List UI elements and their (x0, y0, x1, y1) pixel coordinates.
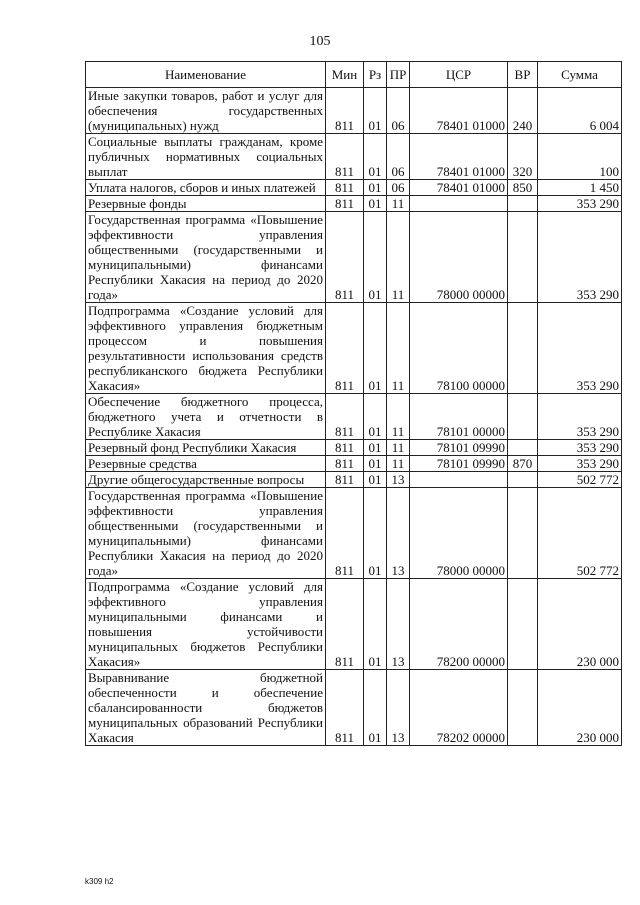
cell-rz: 01 (364, 456, 387, 472)
cell-name: Социальные выплаты гражданам, кроме публичных нормативных социальных выплат (86, 134, 326, 180)
cell-pr: 13 (387, 579, 410, 670)
cell-pr: 11 (387, 303, 410, 394)
cell-rz: 01 (364, 440, 387, 456)
cell-name: Подпрограмма «Создание условий для эффективного управления бюджетным процессом и повышения результативности использования средств республиканского бюджета Республики Хакасия» (86, 303, 326, 394)
cell-sum: 230 000 (538, 670, 622, 746)
cell-pr: 11 (387, 212, 410, 303)
cell-vr: 320 (508, 134, 538, 180)
cell-rz: 01 (364, 394, 387, 440)
cell-vr (508, 472, 538, 488)
cell-min: 811 (326, 180, 364, 196)
header-pr: ПР (387, 62, 410, 88)
cell-csr: 78401 01000 (410, 88, 508, 134)
cell-name: Резервные средства (86, 456, 326, 472)
header-sum: Сумма (538, 62, 622, 88)
cell-min: 811 (326, 488, 364, 579)
cell-min: 811 (326, 394, 364, 440)
table-row (86, 456, 622, 472)
table-row (86, 196, 622, 212)
cell-min: 811 (326, 456, 364, 472)
cell-csr: 78202 00000 (410, 670, 508, 746)
cell-pr: 11 (387, 196, 410, 212)
cell-rz: 01 (364, 180, 387, 196)
cell-csr: 78401 01000 (410, 134, 508, 180)
cell-vr: 870 (508, 456, 538, 472)
table-row (86, 670, 622, 746)
budget-table (85, 61, 622, 746)
cell-rz: 01 (364, 670, 387, 746)
cell-pr: 06 (387, 180, 410, 196)
cell-name: Уплата налогов, сборов и иных платежей (86, 180, 326, 196)
cell-min: 811 (326, 303, 364, 394)
table-row (86, 212, 622, 303)
cell-csr: 78000 00000 (410, 212, 508, 303)
cell-csr: 78101 00000 (410, 394, 508, 440)
cell-csr: 78000 00000 (410, 488, 508, 579)
cell-pr: 13 (387, 472, 410, 488)
cell-name: Иные закупки товаров, работ и услуг для обеспечения государственных (муниципальных) нужд (86, 88, 326, 134)
footer-code: k309 h2 (85, 877, 114, 886)
cell-sum: 353 290 (538, 394, 622, 440)
cell-name: Обеспечение бюджетного процесса, бюджетного учета и отчетности в Республике Хакасия (86, 394, 326, 440)
cell-vr: 240 (508, 88, 538, 134)
table-row (86, 488, 622, 579)
cell-min: 811 (326, 196, 364, 212)
table-header-row (86, 62, 622, 88)
table-body (86, 88, 622, 746)
table-row (86, 134, 622, 180)
table-row (86, 180, 622, 196)
cell-csr: 78100 00000 (410, 303, 508, 394)
cell-name: Государственная программа «Повышение эффективности управления общественными (государственными и муниципальными) финансами Республики Хакасия на период до 2020 года» (86, 212, 326, 303)
table-row (86, 303, 622, 394)
page-number: 105 (309, 34, 331, 49)
cell-min: 811 (326, 440, 364, 456)
cell-vr: 850 (508, 180, 538, 196)
cell-rz: 01 (364, 88, 387, 134)
cell-name: Другие общегосударственные вопросы (86, 472, 326, 488)
cell-name: Выравнивание бюджетной обеспеченности и обеспечение сбалансированности бюджетов муниципальных образований Республики Хакасия (86, 670, 326, 746)
cell-csr: 78101 09990 (410, 456, 508, 472)
cell-rz: 01 (364, 488, 387, 579)
cell-vr (508, 440, 538, 456)
cell-min: 811 (326, 134, 364, 180)
cell-pr: 13 (387, 670, 410, 746)
cell-sum: 353 290 (538, 456, 622, 472)
cell-pr: 11 (387, 456, 410, 472)
table-row (86, 394, 622, 440)
cell-pr: 13 (387, 488, 410, 579)
cell-name: Государственная программа «Повышение эффективности управления общественными (государственными и муниципальными) финансами Республики Хакасия на период до 2020 года» (86, 488, 326, 579)
cell-csr: 78200 00000 (410, 579, 508, 670)
cell-csr: 78101 09990 (410, 440, 508, 456)
cell-rz: 01 (364, 196, 387, 212)
cell-rz: 01 (364, 212, 387, 303)
cell-sum: 353 290 (538, 303, 622, 394)
cell-vr (508, 394, 538, 440)
cell-csr (410, 472, 508, 488)
header-min: Мин (326, 62, 364, 88)
header-rz: Рз (364, 62, 387, 88)
cell-csr: 78401 01000 (410, 180, 508, 196)
cell-vr (508, 488, 538, 579)
table-row (86, 88, 622, 134)
cell-min: 811 (326, 579, 364, 670)
cell-pr: 06 (387, 134, 410, 180)
cell-min: 811 (326, 212, 364, 303)
table-row (86, 440, 622, 456)
cell-sum: 1 450 (538, 180, 622, 196)
cell-name: Резервный фонд Республики Хакасия (86, 440, 326, 456)
cell-vr (508, 670, 538, 746)
cell-vr (508, 196, 538, 212)
cell-sum: 100 (538, 134, 622, 180)
cell-min: 811 (326, 472, 364, 488)
cell-name: Резервные фонды (86, 196, 326, 212)
cell-sum: 353 290 (538, 440, 622, 456)
cell-min: 811 (326, 88, 364, 134)
cell-pr: 11 (387, 394, 410, 440)
cell-sum: 353 290 (538, 196, 622, 212)
cell-rz: 01 (364, 134, 387, 180)
cell-sum: 6 004 (538, 88, 622, 134)
cell-sum: 353 290 (538, 212, 622, 303)
cell-pr: 11 (387, 440, 410, 456)
header-vr: ВР (508, 62, 538, 88)
cell-pr: 06 (387, 88, 410, 134)
cell-vr (508, 212, 538, 303)
cell-rz: 01 (364, 472, 387, 488)
cell-rz: 01 (364, 303, 387, 394)
cell-min: 811 (326, 670, 364, 746)
cell-rz: 01 (364, 579, 387, 670)
cell-vr (508, 579, 538, 670)
table-row (86, 472, 622, 488)
cell-sum: 502 772 (538, 472, 622, 488)
cell-name: Подпрограмма «Создание условий для эффективного управления муниципальными финансами и повышения устойчивости муниципальных бюджетов Республики Хакасия» (86, 579, 326, 670)
cell-csr (410, 196, 508, 212)
table-row (86, 579, 622, 670)
cell-vr (508, 303, 538, 394)
header-csr: ЦСР (410, 62, 508, 88)
header-name: Наименование (86, 62, 326, 88)
cell-sum: 230 000 (538, 579, 622, 670)
cell-sum: 502 772 (538, 488, 622, 579)
